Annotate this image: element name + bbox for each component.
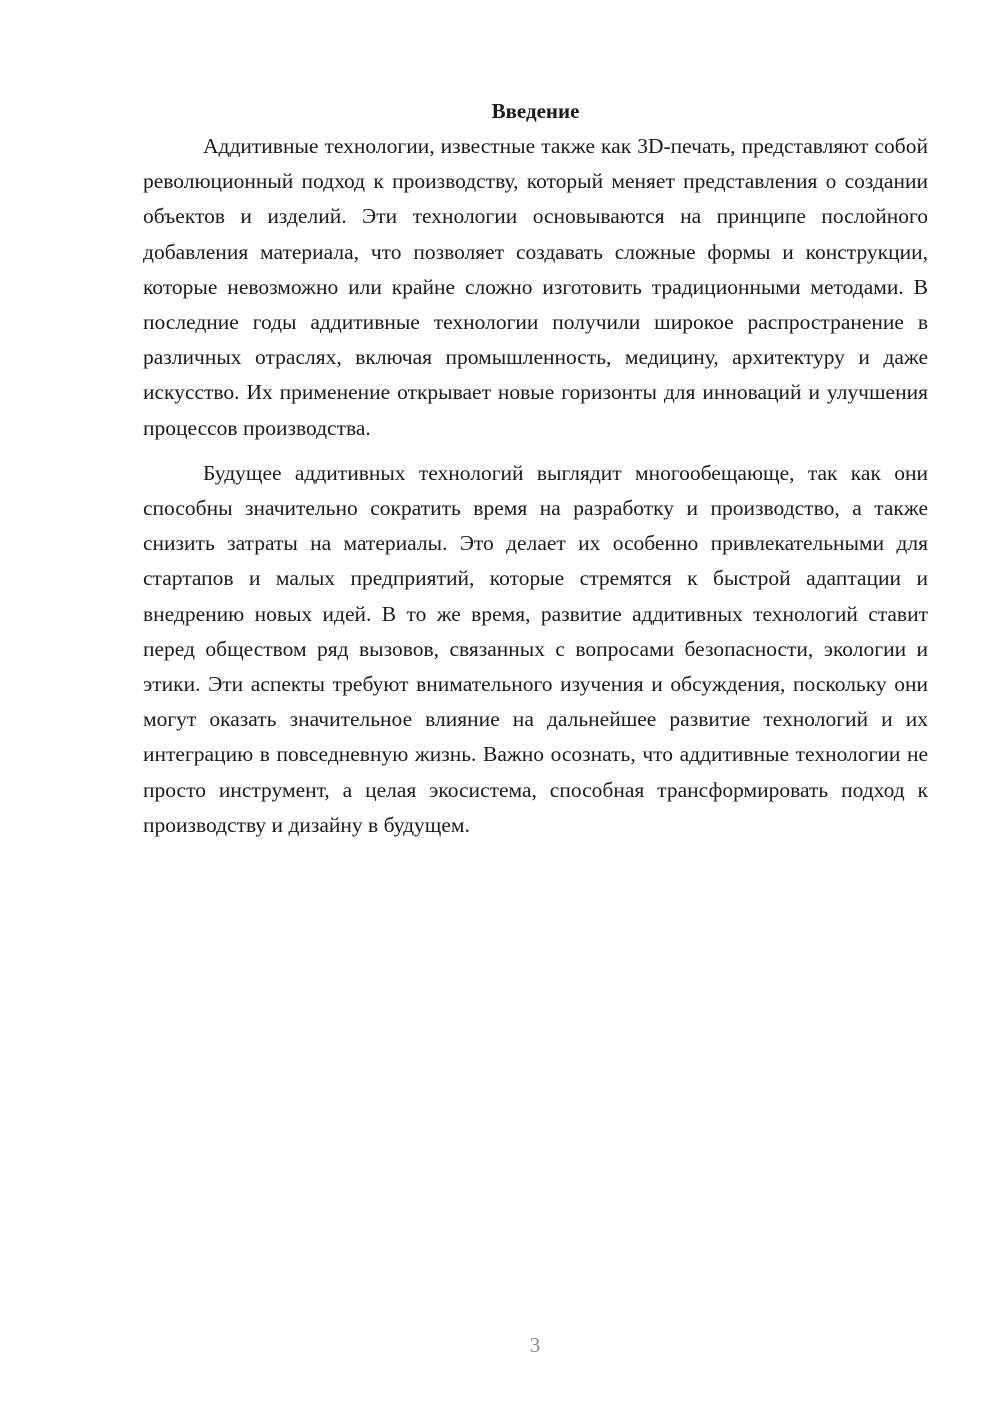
- page-content: [143, 94, 928, 843]
- paragraph-intro: Аддитивные технологии, известные также как 3D-печать, представляют собой революционный подход к производству, который меняет представления о создании объектов и изделий. Эти технологии основываются на принципе послойного добавления материала, что позволяет создавать сложные формы и конструкции, которые невозможно или крайне сложно изготовить традиционными методами. В последние годы аддитивные технологии получили широкое распространение в различных отраслях, включая промышленность, медицину, архитектуру и даже искусство. Их применение открывает новые горизонты для инноваций и улучшения процессов производства.: [143, 134, 928, 440]
- section-heading: Введение: [491, 99, 580, 123]
- paragraph-future: Будущее аддитивных технологий выглядит многообещающе, так как они способны значительно сократить время на разработку и производство, а также снизить затраты на материалы. Это делает их особенно привлекательными для стартапов и малых предприятий, которые стремятся к быстрой адаптации и внедрению новых идей. В то же время, развитие аддитивных технологий ставит перед обществом ряд вызовов, связанных с вопросами безопасности, экологии и этики. Эти аспекты требуют внимательного изучения и обсуждения, поскольку они могут оказать значительное влияние на дальнейшее развитие технологий и их интеграцию в повседневную жизнь. Важно осознать, что аддитивные технологии не просто инструмент, а целая экосистема, способная трансформировать подход к производству и дизайну в будущем.: [143, 460, 928, 837]
- page-number: 3: [529, 1333, 541, 1357]
